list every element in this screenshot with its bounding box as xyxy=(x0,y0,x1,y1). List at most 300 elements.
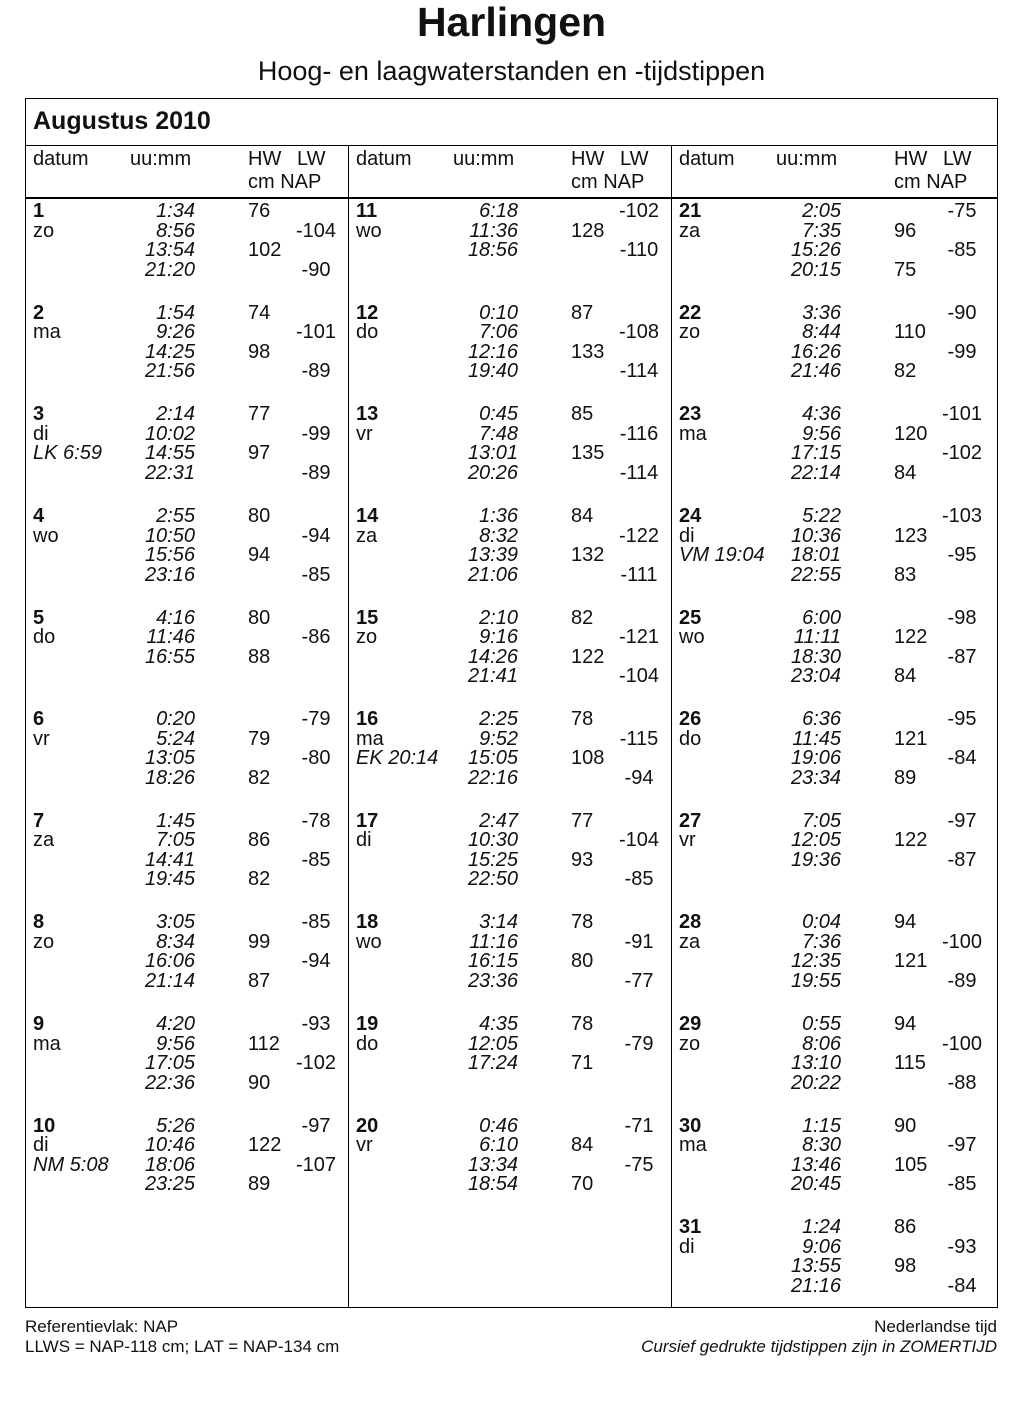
tide-time: 9:26 xyxy=(156,321,195,344)
day-number: 20 xyxy=(356,1114,379,1137)
low-water-value: -79 xyxy=(624,1032,654,1055)
tide-time: 21:14 xyxy=(144,969,195,992)
tide-time: 11:11 xyxy=(793,626,841,649)
low-water-value: -94 xyxy=(624,766,654,789)
tide-time: 18:54 xyxy=(467,1173,518,1196)
tide-time: 0:45 xyxy=(479,403,518,426)
high-water-value: 122 xyxy=(894,829,928,852)
tide-time: 9:06 xyxy=(802,1235,841,1258)
day-number: 31 xyxy=(679,1216,702,1239)
low-water-value: -75 xyxy=(947,200,977,223)
weekday: wo xyxy=(356,930,382,953)
low-water-value: -85 xyxy=(301,848,331,871)
low-water-value: -101 xyxy=(295,321,337,344)
low-water-value: -116 xyxy=(619,422,659,445)
day-number: 16 xyxy=(356,708,379,731)
high-water-value: 80 xyxy=(571,950,594,973)
low-water-value: -89 xyxy=(301,360,331,383)
header-unit: cm NAP xyxy=(248,171,322,193)
low-water-value: -107 xyxy=(295,1153,337,1176)
high-water-value: 71 xyxy=(571,1052,594,1075)
high-water-value: 76 xyxy=(248,200,271,223)
day-number: 28 xyxy=(679,911,702,934)
day-number: 4 xyxy=(33,505,45,528)
weekday: wo xyxy=(679,626,705,649)
day-block xyxy=(348,507,671,585)
low-water-value: -85 xyxy=(947,239,977,262)
tide-time: 2:25 xyxy=(479,708,518,731)
tide-time: 0:20 xyxy=(156,708,195,731)
header-high-water: HW xyxy=(571,148,605,170)
day-block xyxy=(348,1114,671,1196)
day-block xyxy=(671,1114,998,1196)
weekday: wo xyxy=(356,219,382,242)
tide-time: 13:55 xyxy=(790,1255,841,1278)
tide-time: 5:26 xyxy=(156,1114,195,1137)
tide-time: 8:32 xyxy=(479,524,518,547)
day-number: 8 xyxy=(33,911,45,934)
day-block xyxy=(671,606,998,688)
low-water-value: -85 xyxy=(301,911,331,934)
tide-time: 20:26 xyxy=(467,461,518,484)
high-water-value: 128 xyxy=(571,219,605,242)
high-water-value: 97 xyxy=(248,442,271,465)
day-number: 11 xyxy=(356,200,378,223)
high-water-value: 108 xyxy=(571,747,605,770)
day-block xyxy=(348,301,671,383)
high-water-value: 122 xyxy=(571,645,605,668)
day-block xyxy=(348,710,671,788)
tide-time: 3:14 xyxy=(479,911,518,934)
tide-time: 20:15 xyxy=(790,258,841,281)
tide-time: 6:10 xyxy=(479,1134,518,1157)
high-water-value: 89 xyxy=(248,1173,271,1196)
column-days-11-20 xyxy=(348,145,671,1308)
high-water-value: 79 xyxy=(248,727,271,750)
header-datum: datum xyxy=(33,148,89,170)
tide-time: 21:56 xyxy=(144,360,195,383)
low-water-value: -87 xyxy=(947,645,977,668)
low-water-value: -104 xyxy=(618,665,660,688)
page-title: Harlingen xyxy=(416,0,607,45)
high-water-value: 102 xyxy=(248,239,282,262)
high-water-value: 84 xyxy=(571,1134,594,1157)
high-water-value: 121 xyxy=(894,727,928,750)
tide-time: 7:05 xyxy=(802,809,841,832)
weekday: di xyxy=(679,524,695,547)
day-block xyxy=(348,606,671,688)
day-block xyxy=(348,202,671,280)
weekday: za xyxy=(356,524,378,547)
low-water-value: -102 xyxy=(941,442,983,465)
low-water-value: -97 xyxy=(947,1134,977,1157)
moon-phase: VM 19:04 xyxy=(679,544,765,567)
tide-time: 16:26 xyxy=(790,340,841,363)
weekday: za xyxy=(33,829,55,852)
high-water-value: 87 xyxy=(248,969,271,992)
day-block xyxy=(25,202,348,280)
tide-time: 10:02 xyxy=(144,422,195,445)
header-low-water: LW xyxy=(620,148,649,170)
tide-time: 5:24 xyxy=(156,727,195,750)
high-water-value: 78 xyxy=(571,1013,594,1036)
tide-time: 21:06 xyxy=(467,563,518,586)
day-number: 6 xyxy=(33,708,45,731)
weekday: di xyxy=(356,829,372,852)
tide-time: 19:36 xyxy=(790,848,841,871)
tide-time: 8:34 xyxy=(156,930,195,953)
tide-time: 22:36 xyxy=(144,1071,195,1094)
weekday: ma xyxy=(679,422,707,445)
high-water-value: 85 xyxy=(571,403,594,426)
tide-time: 9:56 xyxy=(156,1032,195,1055)
low-water-value: -103 xyxy=(941,505,983,528)
day-block xyxy=(671,301,998,383)
tide-time: 1:24 xyxy=(802,1216,841,1239)
tide-time: 19:40 xyxy=(467,360,518,383)
tide-time: 15:05 xyxy=(467,747,518,770)
high-water-value: 94 xyxy=(248,544,271,567)
high-water-value: 70 xyxy=(571,1173,594,1196)
header-high-water: HW xyxy=(894,148,928,170)
high-water-value: 87 xyxy=(571,301,594,324)
header-datum: datum xyxy=(356,148,412,170)
tide-time: 6:18 xyxy=(479,200,518,223)
low-water-value: -78 xyxy=(301,809,331,832)
high-water-value: 78 xyxy=(571,708,594,731)
high-water-value: 123 xyxy=(894,524,928,547)
tide-time: 4:36 xyxy=(802,403,841,426)
day-number: 7 xyxy=(33,809,45,832)
tide-time: 12:35 xyxy=(790,950,841,973)
high-water-value: 83 xyxy=(894,563,917,586)
footer-levels: LLWS = NAP-118 cm; LAT = NAP-134 cm xyxy=(25,1337,340,1356)
tide-time: 11:46 xyxy=(146,626,195,649)
low-water-value: -95 xyxy=(947,544,977,567)
header-time: uu:mm xyxy=(776,148,838,170)
low-water-value: -79 xyxy=(301,708,331,731)
day-number: 3 xyxy=(33,403,45,426)
tide-time: 22:31 xyxy=(144,461,195,484)
high-water-value: 99 xyxy=(248,930,271,953)
day-number: 27 xyxy=(679,809,702,832)
day-block xyxy=(671,507,998,585)
day-block xyxy=(25,809,348,891)
high-water-value: 132 xyxy=(571,544,605,567)
tide-time: 22:14 xyxy=(790,461,841,484)
weekday: do xyxy=(356,1032,379,1055)
high-water-value: 115 xyxy=(894,1052,926,1075)
low-water-value: -89 xyxy=(947,969,977,992)
weekday: ma xyxy=(33,321,61,344)
day-number: 24 xyxy=(679,505,702,528)
high-water-value: 94 xyxy=(894,911,917,934)
tide-time: 19:55 xyxy=(790,969,841,992)
day-number: 23 xyxy=(679,403,702,426)
tide-time: 16:55 xyxy=(144,645,195,668)
weekday: ma xyxy=(679,1134,707,1157)
high-water-value: 82 xyxy=(248,766,271,789)
day-block xyxy=(25,710,348,788)
tide-time: 8:56 xyxy=(156,219,195,242)
tide-time: 14:41 xyxy=(144,848,195,871)
footer-note: Cursief gedrukte tijdstippen zijn in ZOMERTIJD xyxy=(641,1337,997,1356)
tide-time: 10:36 xyxy=(790,524,841,547)
low-water-value: -110 xyxy=(619,239,659,262)
tide-time: 23:34 xyxy=(790,766,841,789)
tide-time: 13:10 xyxy=(790,1052,841,1075)
day-number: 12 xyxy=(356,301,379,324)
tide-time: 14:55 xyxy=(144,442,195,465)
low-water-value: -75 xyxy=(624,1153,654,1176)
tide-time: 15:26 xyxy=(790,239,841,262)
tide-time: 11:36 xyxy=(469,219,518,242)
high-water-value: 133 xyxy=(571,340,605,363)
tide-time: 4:20 xyxy=(156,1013,195,1036)
weekday: vr xyxy=(356,422,373,445)
tide-time: 13:05 xyxy=(144,747,195,770)
low-water-value: -102 xyxy=(618,200,660,223)
day-block xyxy=(25,913,348,991)
day-block xyxy=(25,1114,348,1196)
tide-time: 1:54 xyxy=(156,301,195,324)
high-water-value: 135 xyxy=(571,442,605,465)
low-water-value: -99 xyxy=(947,340,977,363)
day-block xyxy=(25,606,348,687)
tide-time: 16:15 xyxy=(467,950,518,973)
low-water-value: -104 xyxy=(618,829,660,852)
day-block xyxy=(348,809,671,891)
tide-time: 10:46 xyxy=(144,1134,195,1157)
high-water-value: 80 xyxy=(248,505,271,528)
header-high-water: HW xyxy=(248,148,282,170)
tide-time: 14:25 xyxy=(144,340,195,363)
weekday: do xyxy=(33,626,56,649)
high-water-value: 82 xyxy=(248,868,271,891)
low-water-value: -88 xyxy=(947,1071,977,1094)
tide-time: 18:26 xyxy=(144,766,195,789)
low-water-value: -98 xyxy=(947,606,977,629)
low-water-value: -90 xyxy=(301,258,331,281)
day-number: 10 xyxy=(33,1114,56,1137)
weekday: di xyxy=(679,1235,695,1258)
high-water-value: 120 xyxy=(894,422,928,445)
weekday: ma xyxy=(356,727,384,750)
tide-time: 16:06 xyxy=(144,950,195,973)
tide-time: 1:45 xyxy=(156,809,195,832)
tide-time: 17:15 xyxy=(790,442,841,465)
column-days-1-10 xyxy=(25,145,348,1308)
weekday: zo xyxy=(356,626,378,649)
tide-time: 23:36 xyxy=(467,969,518,992)
high-water-value: 90 xyxy=(894,1114,917,1137)
day-block xyxy=(671,913,998,991)
tide-time: 18:30 xyxy=(790,645,841,668)
high-water-value: 82 xyxy=(571,606,594,629)
tide-time: 17:24 xyxy=(467,1052,518,1075)
tide-time: 7:36 xyxy=(802,930,841,953)
low-water-value: -84 xyxy=(947,1274,977,1297)
tide-time: 23:16 xyxy=(144,563,195,586)
high-water-value: 96 xyxy=(894,219,917,242)
low-water-value: -95 xyxy=(947,708,977,731)
tide-time: 6:00 xyxy=(802,606,841,629)
tide-time: 7:05 xyxy=(156,829,195,852)
tide-time: 18:06 xyxy=(144,1153,195,1176)
tide-time: 7:48 xyxy=(479,422,518,445)
tide-time: 15:56 xyxy=(144,544,195,567)
day-number: 17 xyxy=(356,809,379,832)
header-unit: cm NAP xyxy=(894,171,968,193)
high-water-value: 98 xyxy=(894,1255,917,1278)
weekday: vr xyxy=(679,829,696,852)
tide-time: 13:34 xyxy=(467,1153,518,1176)
high-water-value: 105 xyxy=(894,1153,928,1176)
low-water-value: -97 xyxy=(947,809,977,832)
weekday: zo xyxy=(33,930,55,953)
tide-time: 23:25 xyxy=(144,1173,195,1196)
day-number: 21 xyxy=(679,200,702,223)
low-water-value: -94 xyxy=(301,950,331,973)
high-water-value: 77 xyxy=(248,403,271,426)
header-low-water: LW xyxy=(943,148,972,170)
tide-time: 2:05 xyxy=(802,200,841,223)
weekday: ma xyxy=(33,1032,61,1055)
day-list xyxy=(348,145,671,1308)
day-number: 26 xyxy=(679,708,702,731)
tide-time: 9:16 xyxy=(479,626,518,649)
weekday: do xyxy=(356,321,379,344)
day-block xyxy=(348,405,671,483)
tide-time: 21:20 xyxy=(144,258,195,281)
tide-time: 7:06 xyxy=(479,321,518,344)
day-list xyxy=(671,145,998,1308)
day-block xyxy=(671,809,998,890)
tide-time: 2:10 xyxy=(479,606,518,629)
footer-reference: Referentievlak: NAP xyxy=(25,1317,179,1336)
weekday: do xyxy=(679,727,702,750)
low-water-value: -100 xyxy=(941,1032,983,1055)
tide-time: 3:36 xyxy=(802,301,841,324)
low-water-value: -93 xyxy=(301,1013,331,1036)
tide-time: 8:30 xyxy=(802,1134,841,1157)
day-number: 2 xyxy=(33,301,45,324)
tide-time: 1:34 xyxy=(156,200,195,223)
weekday: vr xyxy=(33,727,50,750)
tide-time: 3:05 xyxy=(156,911,195,934)
tide-time: 23:04 xyxy=(790,665,841,688)
low-water-value: -101 xyxy=(941,403,983,426)
low-water-value: -114 xyxy=(619,360,659,383)
tide-time: 9:52 xyxy=(479,727,518,750)
tide-time: 0:04 xyxy=(802,911,841,934)
high-water-value: 86 xyxy=(248,829,271,852)
tide-time: 6:36 xyxy=(802,708,841,731)
day-block xyxy=(671,710,998,788)
tide-time: 12:16 xyxy=(467,340,518,363)
tide-time: 0:10 xyxy=(479,301,518,324)
low-water-value: -104 xyxy=(295,219,337,242)
tide-time: 22:50 xyxy=(467,868,518,891)
tide-time: 14:26 xyxy=(467,645,518,668)
high-water-value: 121 xyxy=(894,950,928,973)
month-header: Augustus 2010 xyxy=(33,107,211,135)
tide-time: 4:35 xyxy=(479,1013,518,1036)
low-water-value: -85 xyxy=(301,563,331,586)
day-number: 9 xyxy=(33,1013,45,1036)
tide-time: 12:05 xyxy=(790,829,841,852)
day-number: 1 xyxy=(33,200,45,223)
day-block xyxy=(671,1015,998,1093)
header-datum: datum xyxy=(679,148,735,170)
tide-time: 19:45 xyxy=(144,868,195,891)
low-water-value: -85 xyxy=(947,1173,977,1196)
low-water-value: -114 xyxy=(619,461,659,484)
day-block xyxy=(25,1015,348,1093)
day-number: 14 xyxy=(356,505,379,528)
high-water-value: 78 xyxy=(571,911,594,934)
day-block xyxy=(25,301,348,383)
high-water-value: 84 xyxy=(571,505,594,528)
high-water-value: 80 xyxy=(248,606,271,629)
day-number: 13 xyxy=(356,403,379,426)
tide-time: 15:25 xyxy=(467,848,518,871)
low-water-value: -71 xyxy=(624,1114,654,1137)
weekday: zo xyxy=(679,321,701,344)
high-water-value: 84 xyxy=(894,665,917,688)
high-water-value: 86 xyxy=(894,1216,917,1239)
tide-time: 2:47 xyxy=(479,809,518,832)
high-water-value: 88 xyxy=(248,645,271,668)
day-block xyxy=(348,913,671,991)
low-water-value: -108 xyxy=(618,321,660,344)
high-water-value: 74 xyxy=(248,301,271,324)
low-water-value: -85 xyxy=(624,868,654,891)
tide-time: 8:44 xyxy=(802,321,841,344)
weekday: di xyxy=(33,422,49,445)
high-water-value: 89 xyxy=(894,766,917,789)
weekday: di xyxy=(33,1134,49,1157)
low-water-value: -94 xyxy=(301,524,331,547)
day-number: 25 xyxy=(679,606,702,629)
tide-time: 22:16 xyxy=(467,766,518,789)
high-water-value: 84 xyxy=(894,461,917,484)
header-low-water: LW xyxy=(297,148,326,170)
day-block xyxy=(671,405,998,483)
low-water-value: -111 xyxy=(620,563,658,586)
tide-time: 11:16 xyxy=(469,930,518,953)
tide-time: 2:55 xyxy=(156,505,195,528)
tide-time: 21:16 xyxy=(790,1274,841,1297)
day-block xyxy=(25,405,348,483)
tide-time: 1:15 xyxy=(802,1114,841,1137)
day-number: 5 xyxy=(33,606,45,629)
tide-time: 13:39 xyxy=(467,544,518,567)
moon-phase: NM 5:08 xyxy=(33,1153,109,1176)
high-water-value: 122 xyxy=(248,1134,282,1157)
tide-time: 10:50 xyxy=(144,524,195,547)
low-water-value: -100 xyxy=(941,930,983,953)
tide-time: 17:05 xyxy=(144,1052,195,1075)
tide-time: 5:22 xyxy=(802,505,841,528)
weekday: wo xyxy=(33,524,59,547)
low-water-value: -77 xyxy=(624,969,654,992)
day-block xyxy=(671,1218,998,1296)
header-time: uu:mm xyxy=(130,148,192,170)
tide-time: 19:06 xyxy=(790,747,841,770)
column-days-21-31 xyxy=(671,145,998,1308)
high-water-value: 110 xyxy=(894,321,926,344)
